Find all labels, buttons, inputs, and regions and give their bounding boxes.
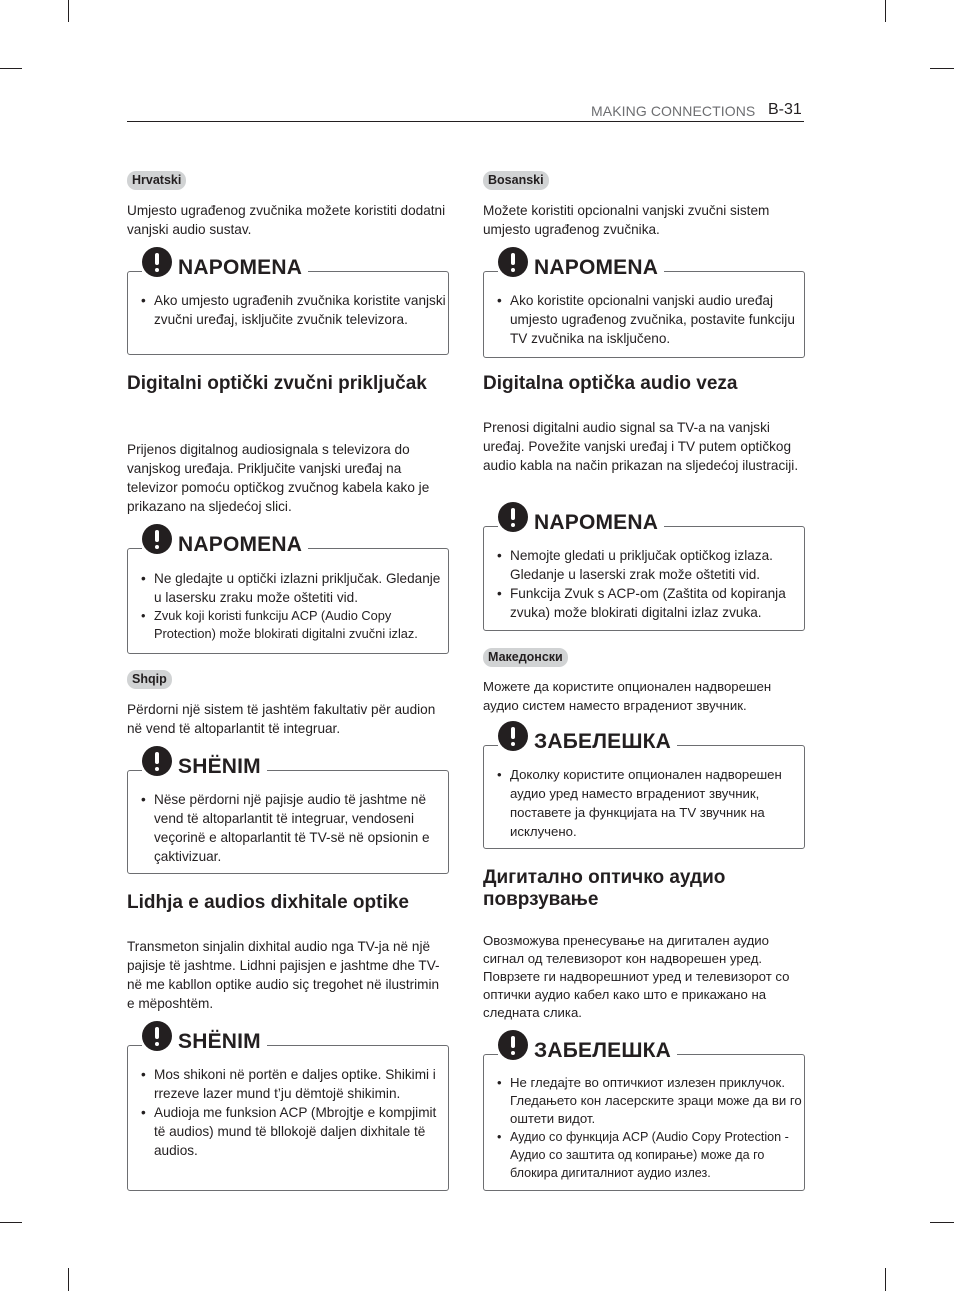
crop-mark [885, 0, 886, 22]
note-box [127, 755, 449, 874]
language-tag-macedonian [483, 648, 805, 667]
note-box [483, 511, 805, 631]
note-item: • Доколку користите опционален надворешен аудио уред наместо вградениот звучник, поставете ја функцијата на TV звучник на исклучено. [484, 765, 804, 841]
note-item: • Ako koristite opcionalni vanjski audio uređaj umjesto ugrađenog zvučnika, postavite funkciju TV zvučnika na isključeno. [484, 291, 804, 348]
note-title: NAPOMENA [178, 256, 303, 279]
note-item: • Mos shikoni në portën e daljes optike. Shikimi i rrezeve lazer mund t’ju dëmtojë shikimin. [128, 1065, 448, 1103]
note-box [483, 1039, 805, 1191]
note-item: • Nemojte gledati u priključak optičkog izlaza. Gledanje u laserski zrak može oštetiti vid. [484, 546, 804, 584]
note-box [483, 256, 805, 358]
exclamation-icon [498, 721, 528, 751]
note-item: • Nëse përdorni një pajisje audio të jashtme në vend të altoparlantit të integruar, vendoseni veçorinë e altoparlantit të TV-së në opsionin e çaktivizuar. [128, 790, 448, 866]
note-title: SHËNIM [178, 755, 261, 778]
header-rule [127, 121, 804, 122]
crop-mark [930, 1222, 954, 1223]
crop-mark [68, 1268, 69, 1291]
language-tag-croatian [127, 171, 449, 190]
exclamation-icon [498, 247, 528, 277]
note-box [127, 533, 449, 654]
intro-paragraph: Përdorni një sistem të jashtëm fakultativ për audion në vend të altoparlantit të integruar. [127, 702, 436, 736]
page-number: B-31 [768, 101, 802, 118]
running-header-section: MAKING CONNECTIONS [591, 103, 756, 119]
crop-mark [0, 1222, 22, 1223]
section-heading: Дигитално оптичко аудио поврзување [483, 867, 726, 910]
note-title: NAPOMENA [534, 511, 659, 534]
language-tag-bosnian [483, 171, 805, 190]
note-box [483, 730, 805, 849]
exclamation-icon [142, 524, 172, 554]
section-heading: Digitalna optička audio veza [483, 373, 738, 394]
note-item: • Аудио со функција ACP (Audio Copy Protection - Аудио со заштита од копирање) може да го блокира дигиталниот аудио излез. [484, 1128, 804, 1182]
language-label: Македонски [483, 648, 568, 667]
language-label: Hrvatski [127, 171, 186, 190]
language-label: Bosanski [483, 171, 549, 190]
intro-paragraph: Umjesto ugrađenog zvučnika možete koristiti dodatni vanjski audio sustav. [127, 203, 446, 237]
intro-paragraph: Možete koristiti opcionalni vanjski zvučni sistem umjesto ugrađenog zvučnika. [483, 203, 770, 237]
note-item: • Zvuk koji koristi funkciju ACP (Audio Copy Protection) može blokirati digitalni zvučni izlaz. [128, 607, 448, 643]
note-title: SHËNIM [178, 1030, 261, 1053]
note-title: ЗАБЕЛЕШКА [534, 1039, 672, 1062]
section-heading: Lidhja e audios dixhitale optike [127, 892, 409, 913]
note-box [127, 256, 449, 355]
note-item: • Ne gledajte u optički izlazni priključak. Gledanje u lasersku zraku može oštetiti vid. [128, 569, 448, 607]
language-tag-albanian [127, 670, 449, 689]
crop-mark [0, 68, 22, 69]
intro-paragraph: Можете да користите опционален надворешен аудио систем наместо вградениот звучник. [483, 679, 772, 713]
crop-mark [885, 1268, 886, 1291]
body-paragraph: Transmeton sinjalin dixhital audio nga TV-ja në një pajisje të jashtme. Lidhni pajisjen e jashtme dhe TV-në me kabllon optike audio siç tregohet në ilustrimin e mëposhtëm. [127, 939, 440, 1011]
note-title: NAPOMENA [178, 533, 303, 556]
exclamation-icon [142, 746, 172, 776]
exclamation-icon [142, 1021, 172, 1051]
exclamation-icon [498, 1030, 528, 1060]
exclamation-icon [498, 502, 528, 532]
note-box [127, 1030, 449, 1191]
note-item: • Не гледајте во оптичкиот излезен приклучок. Гледањето кон ласерските зраци може да ви го оштети видот. [484, 1074, 804, 1128]
language-label: Shqip [127, 670, 172, 689]
note-title: NAPOMENA [534, 256, 659, 279]
body-paragraph: Prijenos digitalnog audiosignala s televizora do vanjskog uređaja. Priključite vanjski uređaj na televizor pomoću optičkog zvučnog kabela kako je prikazano na sljedećoj slici. [127, 442, 430, 514]
crop-mark [68, 0, 69, 22]
crop-mark [930, 68, 954, 69]
note-item: • Funkcija Zvuk s ACP-om (Zaštita od kopiranja zvuka) može blokirati digitalni izlaz zvuka. [484, 584, 804, 622]
body-paragraph: Овозможува пренесување на дигитален аудио сигнал од телевизорот кон надворешен уред. Поврзете ги надворешниот уред и телевизорот со оптички аудио кабел како што е прикажано на следната слика. [483, 933, 790, 1020]
section-heading: Digitalni optički zvučni priključak [127, 373, 427, 394]
note-item: • Audioja me funksion ACP (Mbrojtje e kompjimit të audios) mund të bllokojë daljen dixhitale të audios. [128, 1103, 448, 1160]
exclamation-icon [142, 247, 172, 277]
note-title: ЗАБЕЛЕШКА [534, 730, 672, 753]
body-paragraph: Prenosi digitalni audio signal sa TV-a na vanjski uređaj. Povežite vanjski uređaj i TV putem optičkog audio kabla na način prikazan na sljedećoj ilustraciji. [483, 420, 799, 473]
note-item: • Ako umjesto ugrađenih zvučnika koristite vanjski zvučni uređaj, isključite zvučnik televizora. [128, 291, 448, 329]
